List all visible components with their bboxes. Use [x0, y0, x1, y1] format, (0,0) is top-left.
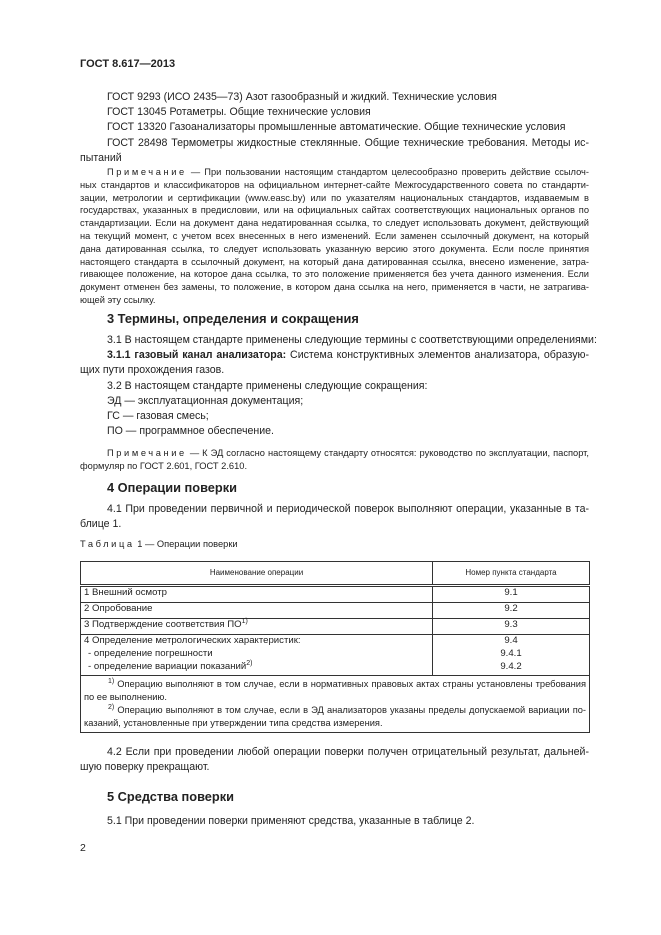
- cell: 1 Внешний осмотр: [81, 586, 433, 603]
- table-footnotes: [81, 676, 590, 732]
- note-label: Примечание: [107, 167, 187, 177]
- paragraph: щих пути прохождения газов.: [80, 364, 225, 377]
- cell-text: 3 Подтверждение соответствия ПО: [84, 619, 242, 630]
- note-label: Примечание: [107, 448, 187, 459]
- abbreviation: ЭД — эксплуатационная документация;: [107, 394, 304, 407]
- table-row: [81, 635, 590, 676]
- paragraph: 4.2 Если при проведении любой операции поверки получен отрицательный результат, дальней-: [107, 746, 589, 758]
- cell-text: 4 Определение метрологических характеристик:: [84, 635, 301, 646]
- note-line: документ отменен без замены, то положение, в котором дана ссылка на него, применяется в части, не затрагива-: [80, 282, 589, 293]
- reference-item: пытаний: [80, 151, 122, 164]
- paragraph: 4.1 При проведении первичной и периодической поверок выполняют операции, указанные в та-: [107, 503, 589, 515]
- cell-text: - определение вариации показаний: [88, 660, 247, 672]
- paragraph: 5.1 При проведении поверки применяют средства, указанные в таблице 2.: [107, 815, 475, 827]
- table-row: [81, 586, 590, 603]
- section-heading: 4 Операции поверки: [107, 480, 238, 495]
- cell: 9.1: [433, 586, 590, 603]
- note-line: — К ЭД согласно настоящему стандарту относятся: руководство по эксплуатации, паспорт,: [189, 448, 589, 459]
- note-line: зации, метрологии и сертификации (www.easc.by) или по указателям национальных стандартов, издаваемым в: [80, 192, 589, 203]
- cell: 9.3: [433, 619, 590, 635]
- paragraph: шую поверку прекращают.: [80, 761, 210, 774]
- section-3: [80, 311, 597, 473]
- column-header: Наименование операции: [81, 562, 433, 586]
- reference-item: ГОСТ 9293 (ИСО 2435—73) Азот газообразный и жидкий. Технические условия: [107, 91, 497, 103]
- abbreviation: ГС — газовая смесь;: [107, 410, 209, 423]
- paragraph-4-2: [80, 745, 589, 775]
- cell-text: 9.4.2: [500, 660, 522, 672]
- paragraph: блице 1.: [80, 518, 122, 531]
- note-line: ных стандартов и классификаторов на официальном интернет-сайте Межгосударственного совета по стандарти-: [80, 179, 589, 190]
- note-line: ющей эту ссылку.: [80, 294, 156, 305]
- footnote-text: Операцию выполняют в том случае, если в нормативных правовых актах страны установлены требования: [114, 679, 586, 690]
- note-line: формуляр по ГОСТ 2.601, ГОСТ 2.610.: [80, 461, 248, 472]
- abbreviation: ПО — программное обеспечение.: [107, 425, 274, 438]
- table-caption: [80, 538, 589, 551]
- cell-text: 9.4.1: [500, 647, 522, 659]
- note-line: настоящего стандарта в ссылочный документ, на который дана датированная ссылка, внесено изменение, затра-: [80, 256, 589, 267]
- cell: 9.2: [433, 603, 590, 619]
- paragraph: 3.1 В настоящем стандарте применены следующие термины с соответствующими определениями:: [107, 334, 597, 346]
- section-4: [80, 480, 589, 551]
- note-line: на текущий момент, с учетом всех внесенных в него изменений. Если заменен ссылочный документ, на который: [80, 230, 589, 241]
- term: 3.1.1 газовый канал анализатора:: [107, 349, 287, 362]
- section-heading: 5 Средства поверки: [107, 789, 235, 804]
- footnote-text: по ее выполнению.: [84, 692, 167, 703]
- reference-item: ГОСТ 13045 Ротаметры. Общие технические условия: [107, 106, 371, 119]
- footnote-mark: 1): [108, 678, 115, 686]
- footnote-text: казаний, установленные при утверждении типа средства измерения.: [84, 717, 383, 728]
- document-header: ГОСТ 8.617—2013: [80, 58, 176, 70]
- paragraph: 3.2 В настоящем стандарте применены следующие сокращения:: [107, 379, 428, 392]
- footnote-mark: 2): [108, 703, 115, 711]
- reference-item: ГОСТ 13320 Газоанализаторы промышленные автоматические. Общие технические условия: [107, 121, 566, 134]
- normative-references: [80, 90, 589, 166]
- footnote-ref: 1): [241, 617, 248, 625]
- cell-text: 9.4: [504, 635, 518, 646]
- operations-table: [80, 561, 590, 733]
- note-line: государствах, указанных в предисловии, или на официальных сайтах соответствующих национальных органов по: [80, 205, 589, 216]
- note-line: дана датированная ссылка, то следует использовать указанную версию этого документа. Если после принятия: [80, 243, 589, 254]
- table-row: [81, 619, 590, 635]
- footnote-text: Операцию выполняют в том случае, если в ЭД анализаторов указаны пределы допускаемой вариации по-: [114, 704, 586, 715]
- section-heading: 3 Термины, определения и сокращения: [107, 311, 359, 326]
- table-label: Таблица: [80, 539, 135, 550]
- reference-item: ГОСТ 28498 Термометры жидкостные стеклянные. Общие технические требования. Методы ис-: [107, 136, 589, 149]
- cell: 2 Опробование: [81, 603, 433, 619]
- table-title: 1 — Операции поверки: [134, 539, 238, 550]
- references-note: [80, 166, 589, 307]
- table-row: [81, 603, 590, 619]
- column-header: Номер пункта стандарта: [433, 562, 590, 586]
- section-5: [80, 789, 589, 829]
- page-number: 2: [80, 842, 86, 854]
- note-line: — При пользовании настоящим стандартом целесообразно проверить действие ссылоч-: [190, 167, 589, 177]
- cell-text: - определение погрешности: [88, 647, 213, 659]
- note-line: стандартизации. Если на документ дана недатированная ссылка, то следует использовать документ, действующий: [80, 218, 589, 229]
- footnote-ref: 2): [246, 659, 253, 667]
- note-line: гивающее положение, на которое дана ссылка, то это положение применяется без учета данного изменения. Если: [80, 269, 589, 280]
- term-definition: Система конструктивных элементов анализатора, образую-: [286, 349, 590, 362]
